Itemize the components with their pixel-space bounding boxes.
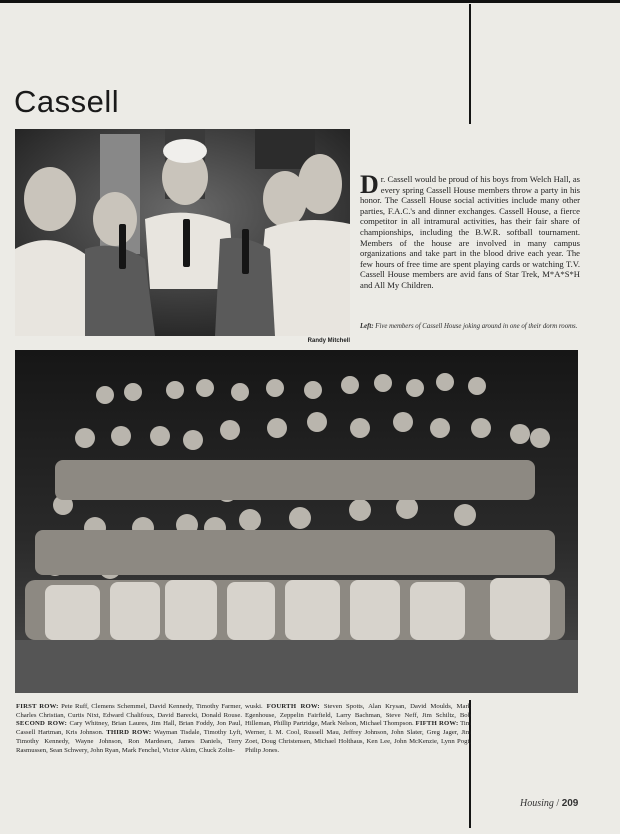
row-label-fourth: FOURTH ROW: [266, 703, 320, 710]
caption-lead: Left: [360, 323, 374, 330]
row-names-third: Wayman Tisdale, Timothy Lyft, Timothy Kennedy, Wayne Johnson, Ron Mardesen, James Daniels, Terry Rasmussen, Sean Schwery, John Ryan, Mark Fenchel, Victor Akim, Chuck Zolin- [16, 729, 243, 754]
identification-column-2 [245, 703, 471, 755]
top-rule [0, 0, 620, 3]
vertical-rule-top [469, 4, 471, 124]
identification-column-1 [16, 703, 242, 755]
page-folio [520, 798, 578, 809]
row-label-first: FIRST ROW: [16, 703, 59, 710]
story-body: r. Cassell would be proud of his boys from Welch Hall, as every spring Cassell House members throw a party in his honor. The Cassell House social activities include many other parties, F.A.C.'s and dinner exchanges. Cassell House, a fierce competitor in all intramural activities, has their fair share of championships, including the B.W.R. softball tournament. Members of the house are involved in many campus organizations and take part in the blood drive each year. The few hours of free time are spent playing cards or watching T.V. Cassell House members are avid fans of Star Trek, M*A*S*H and All My Children. [360, 174, 580, 290]
row-label-second: SECOND ROW: [16, 720, 68, 728]
row-names-second: Cary Whitney, Brian Laures, Jim Hall, Brian Foddy, Jon Paul, Cassell Hartman, Kris Johnson. [16, 720, 242, 737]
row-label-fifth: FIFTH ROW: [415, 720, 459, 728]
photo-credit: Randy Mitchell [307, 338, 350, 344]
folio-separator: / [553, 798, 562, 809]
group-photo [15, 350, 578, 693]
folio-section: Housing [520, 798, 554, 809]
section-title: Cassell [14, 84, 120, 119]
page-number: 209 [561, 798, 579, 809]
dorm-room-photo [15, 129, 350, 336]
caption-text: Five members of Cassell House joking around in one of their dorm rooms. [375, 323, 578, 330]
drop-cap: D [360, 170, 379, 199]
story-text [360, 170, 580, 291]
row-names-fifth: Tim Werner, I. M. Cool, Russell Mau, Jeffrey Johnson, John Slater, Greg Jager, Jim Zoet, Doug Christensen, Michael Holthaus, Ken Lee, John McKenzie, Lynn Pogt, Philip Jones. [245, 720, 471, 754]
photo-caption [360, 323, 580, 331]
row-label-third: THIRD ROW: [106, 729, 152, 737]
row-names-fourth: Steven Spotts, Alan Krysan, David Moulds, Mark Egenhouse, Zeppelin Fairfield, Larry Bachman, Steve Neff, Jim Schiltz, Bob Hilleman, Phillip Partridge, Mark Nelson, Michael Thompson. [245, 703, 472, 728]
row-names-third-cont: wuski. [245, 703, 263, 710]
row-names-first: Pete Ruff, Clemens Schemmel, David Kennedy, Timothy Farmer, Charles Christian, Curtis Nixt, Edward Chalifoux, David Barecki, Donald Rouse. [16, 703, 243, 719]
